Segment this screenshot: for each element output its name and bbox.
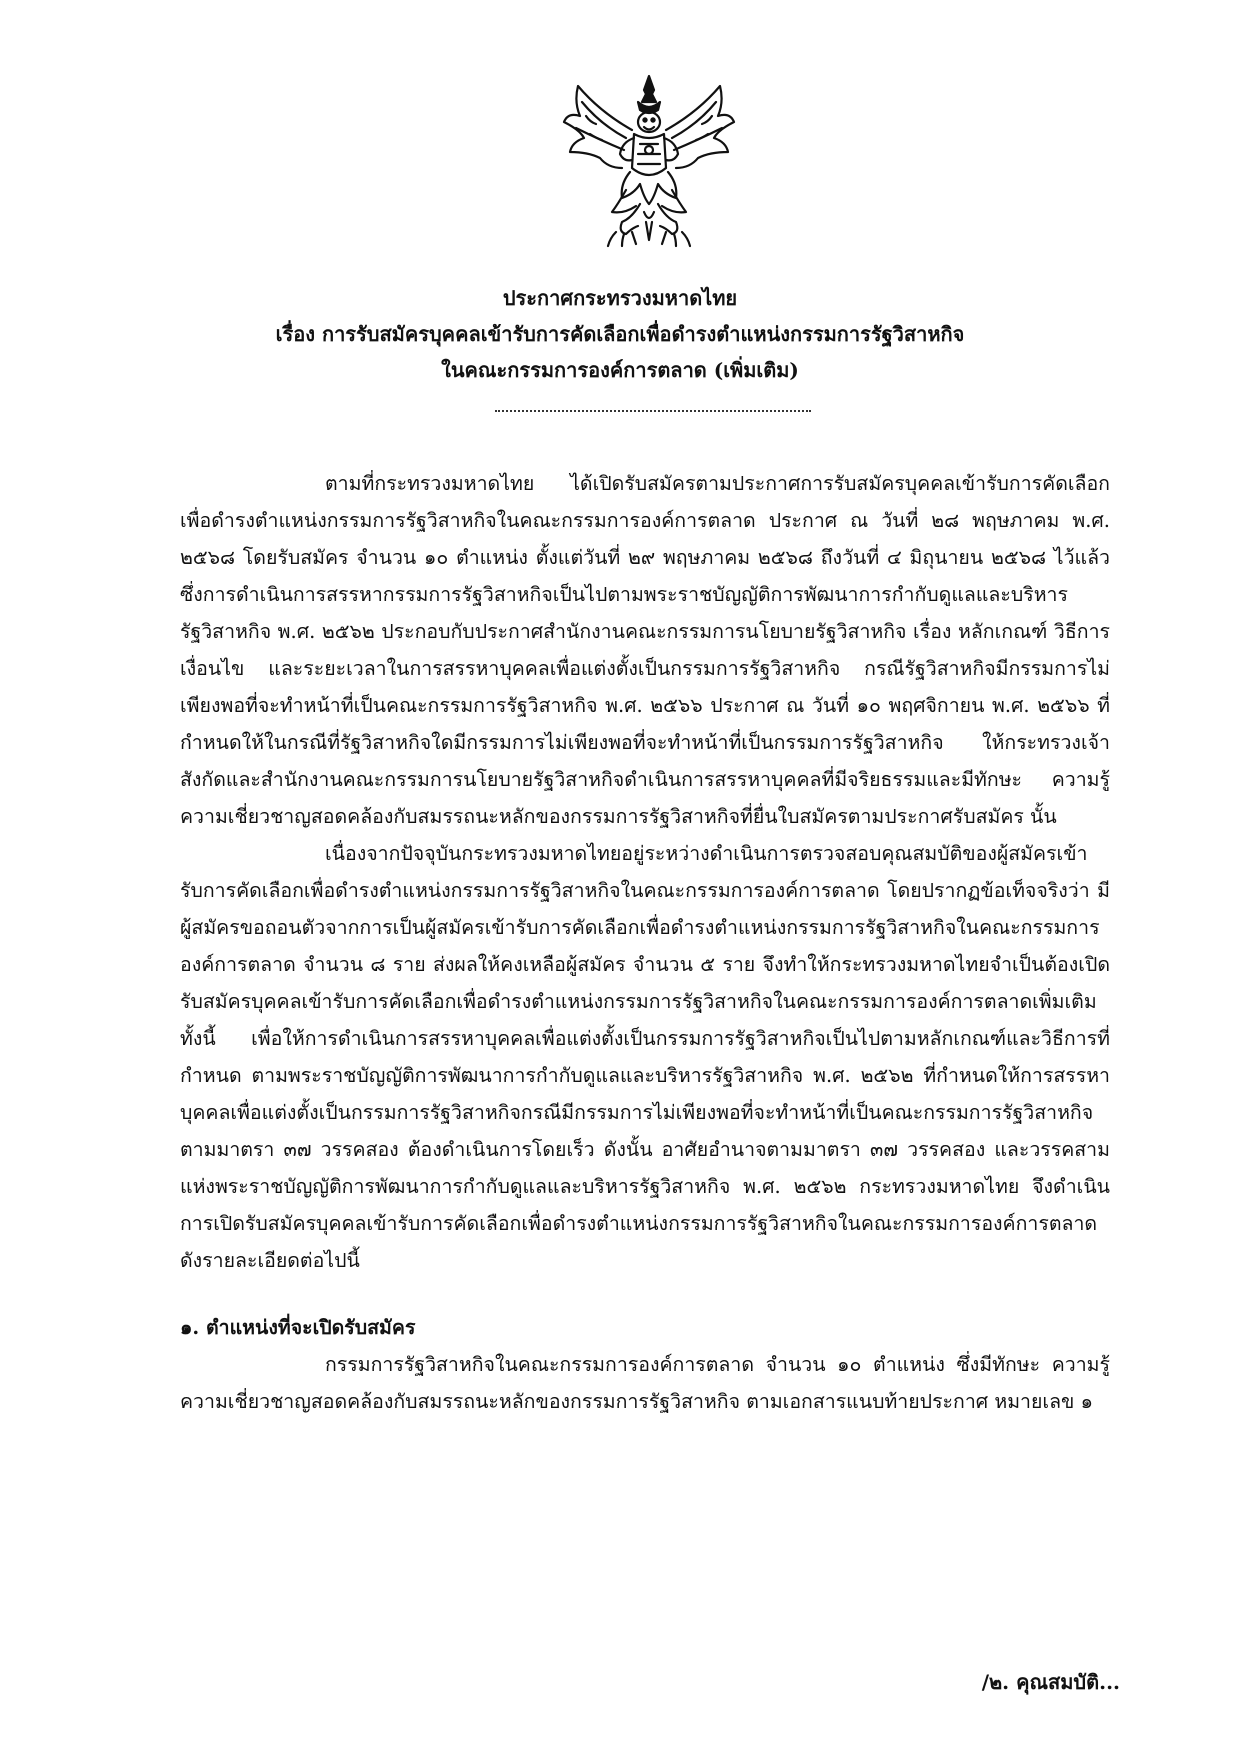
garuda-emblem-icon [560, 72, 738, 250]
document-body [180, 465, 1110, 1420]
header-subject-cont: ในคณะกรรมการองค์การตลาด (เพิ่มเติม) [441, 358, 799, 382]
dotted-divider [495, 410, 811, 412]
paragraph-1: ตามที่กระทรวงมหาดไทย ได้เปิดรับสมัครตามประกาศการรับสมัครบุคคลเข้ารับการคัดเลือกเพื่อดำรงตำแหน่งกรรมการรัฐวิสาหกิจในคณะกรรมการองค์การตลาด ประกาศ ณ วันที่ ๒๘ พฤษภาคม พ.ศ. ๒๕๖๘ โดยรับสมัคร จำนวน ๑๐ ตำแหน่ง ตั้งแต่วันที่ ๒๙ พฤษภาคม ๒๕๖๘ ถึงวันที่ ๔ มิถุนายน ๒๕๖๘ ไว้แล้ว ซึ่งการดำเนินการสรรหากรรมการรัฐวิสาหกิจเป็นไปตามพระราชบัญญัติการพัฒนาการกำกับดูแลและบริหารรัฐวิสาหกิจ พ.ศ. ๒๕๖๒ ประกอบกับประกาศสำนักงานคณะกรรมการนโยบายรัฐวิสาหกิจ เรื่อง หลักเกณฑ์ วิธีการ เงื่อนไข และระยะเวลาในการสรรหาบุคคลเพื่อแต่งตั้งเป็นกรรมการรัฐวิสาหกิจ กรณีรัฐวิสาหกิจมีกรรมการไม่เพียงพอที่จะทำหน้าที่เป็นคณะกรรมการรัฐวิสาหกิจ พ.ศ. ๒๕๖๖ ประกาศ ณ วันที่ ๑๐ พฤศจิกายน พ.ศ. ๒๕๖๖ ที่กำหนดให้ในกรณีที่รัฐวิสาหกิจใดมีกรรมการไม่เพียงพอที่จะทำหน้าที่เป็นกรรมการรัฐวิสาหกิจ ให้กระทรวงเจ้าสังกัดและสำนักงานคณะกรรมการนโยบายรัฐวิสาหกิจดำเนินการสรรหาบุคคลที่มีจริยธรรมและมีทักษะ ความรู้ ความเชี่ยวชาญสอดคล้องกับสมรรถนะหลักของกรรมการรัฐวิสาหกิจที่ยื่นใบสมัครตามประกาศรับสมัคร นั้น [180, 472, 1110, 828]
paragraph-2: เนื่องจากปัจจุบันกระทรวงมหาดไทยอยู่ระหว่างดำเนินการตรวจสอบคุณสมบัติของผู้สมัครเข้ารับการคัดเลือกเพื่อดำรงตำแหน่งกรรมการรัฐวิสาหกิจในคณะกรรมการองค์การตลาด โดยปรากฏข้อเท็จจริงว่า มีผู้สมัครขอถอนตัวจากการเป็นผู้สมัครเข้ารับการคัดเลือกเพื่อดำรงตำแหน่งกรรมการรัฐวิสาหกิจในคณะกรรมการองค์การตลาด จำนวน ๘ ราย ส่งผลให้คงเหลือผู้สมัคร จำนวน ๕ ราย จึงทำให้กระทรวงมหาดไทยจำเป็นต้องเปิดรับสมัครบุคคลเข้ารับการคัดเลือกเพื่อดำรงตำแหน่งกรรมการรัฐวิสาหกิจในคณะกรรมการองค์การตลาดเพิ่มเติม ทั้งนี้ เพื่อให้การดำเนินการสรรหาบุคคลเพื่อแต่งตั้งเป็นกรรมการรัฐวิสาหกิจเป็นไปตามหลักเกณฑ์และวิธีการที่กำหนด ตามพระราชบัญญัติการพัฒนาการกำกับดูแลและบริหารรัฐวิสาหกิจ พ.ศ. ๒๕๖๒ ที่กำหนดให้การสรรหาบุคคลเพื่อแต่งตั้งเป็นกรรมการรัฐวิสาหกิจกรณีมีกรรมการไม่เพียงพอที่จะทำหน้าที่เป็นคณะกรรมการรัฐวิสาหกิจ ตามมาตรา ๓๗ วรรคสอง ต้องดำเนินการโดยเร็ว ดังนั้น อาศัยอำนาจตามมาตรา ๓๗ วรรคสอง และวรรคสาม แห่งพระราชบัญญัติการพัฒนาการกำกับดูแลและบริหารรัฐวิสาหกิจ พ.ศ. ๒๕๖๒ กระทรวงมหาดไทย จึงดำเนินการเปิดรับสมัครบุคคลเข้ารับการคัดเลือกเพื่อดำรงตำแหน่งกรรมการรัฐวิสาหกิจในคณะกรรมการองค์การตลาด ดังรายละเอียดต่อไปนี้ [180, 842, 1110, 1272]
header-subject: เรื่อง การรับสมัครบุคคลเข้ารับการคัดเลือกเพื่อดำรงตำแหน่งกรรมการรัฐวิสาหกิจ [275, 322, 965, 346]
header-title: ประกาศกระทรวงมหาดไทย [502, 286, 738, 310]
document-header [0, 280, 1240, 388]
section-1-heading: ๑. ตำแหน่งที่จะเปิดรับสมัคร [180, 1316, 416, 1339]
continuation-note: /๒. คุณสมบัติ... [981, 1670, 1120, 1694]
section-1-body: กรรมการรัฐวิสาหกิจในคณะกรรมการองค์การตลาด จำนวน ๑๐ ตำแหน่ง ซึ่งมีทักษะ ความรู้ ความเชี่ยวชาญสอดคล้องกับสมรรถนะหลักของกรรมการรัฐวิสาหกิจ ตามเอกสารแนบท้ายประกาศ หมายเลข ๑ [180, 1353, 1110, 1413]
